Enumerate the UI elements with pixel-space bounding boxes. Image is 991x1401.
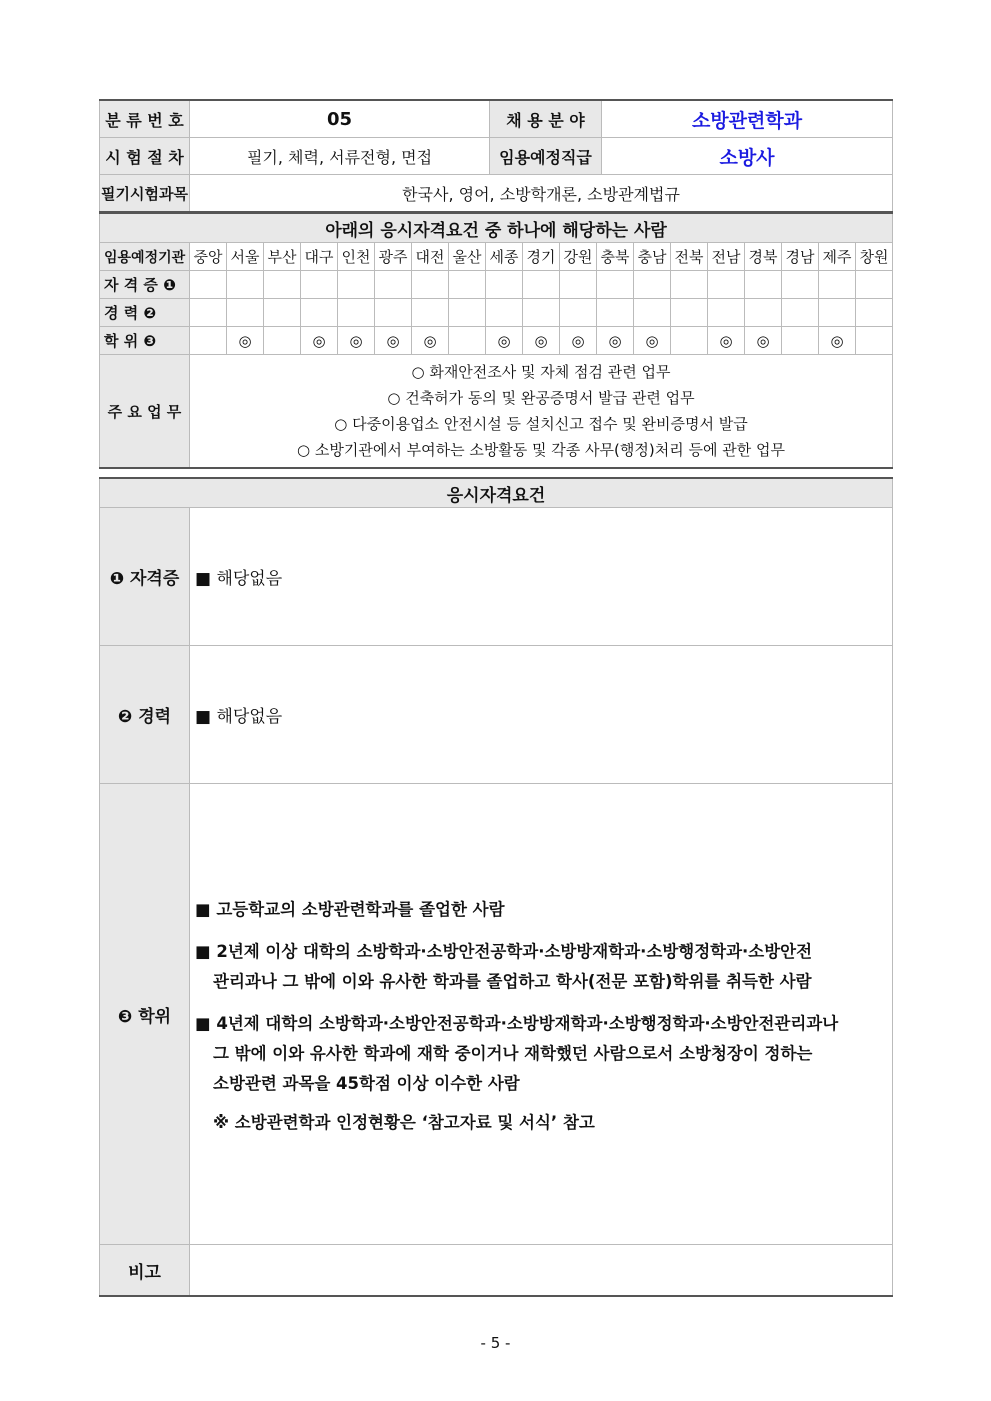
eligibility-mark-cell: ◎ [227,327,264,355]
written-subjects-value: 한국사, 영어, 소방학개론, 소방관계법규 [190,175,893,213]
remarks-label: 비고 [100,1245,190,1297]
eligibility-mark-cell [301,299,338,327]
eligibility-mark-cell [301,271,338,299]
eligibility-mark-cell [412,271,449,299]
eligibility-mark-cell [449,327,486,355]
degree-item-continued: 소방관련 과목을 45학점 이상 이수한 사람 [213,1074,520,1093]
eligibility-mark-cell: ◎ [338,327,375,355]
agency-cell: 울산 [449,243,486,271]
agency-cell: 중앙 [190,243,227,271]
cert-row [100,271,893,299]
remarks-value [190,1245,893,1297]
eligibility-mark-cell [523,299,560,327]
eligibility-mark-cell: ◎ [301,327,338,355]
duty-item: ○ 건축허가 동의 및 완공증명서 발급 관련 업무 [387,389,695,407]
eligibility-mark-cell [227,271,264,299]
eligibility-mark-cell: ◎ [708,327,745,355]
eligibility-mark-cell [486,299,523,327]
eligibility-mark-cell [708,271,745,299]
agency-cell: 창원 [856,243,893,271]
degree-item-continued: 그 밖에 이와 유사한 학과에 재학 중이거나 재학했던 사람으로서 소방청장이 정하는 [213,1044,813,1063]
eligibility-mark-cell [856,299,893,327]
eligibility-mark-cell [449,299,486,327]
eligibility-table [99,212,893,469]
eligibility-mark-cell [560,299,597,327]
eligibility-mark-cell [782,327,819,355]
eligibility-mark-cell [264,299,301,327]
eligibility-mark-cell [412,299,449,327]
eligibility-mark-cell [264,271,301,299]
agency-cell: 충남 [634,243,671,271]
eligibility-mark-cell [671,299,708,327]
eligibility-mark-cell [560,271,597,299]
eligibility-mark-cell [634,299,671,327]
eligibility-mark-cell: ◎ [486,327,523,355]
eligibility-mark-cell [486,271,523,299]
degree-item: ■ 4년제 대학의 소방학과·소방안전공학과·소방방재학과·소방행정학과·소방안전관리과나 [195,1014,839,1033]
eligibility-mark-cell [338,271,375,299]
agency-cell: 전남 [708,243,745,271]
agency-cell: 강원 [560,243,597,271]
eligibility-mark-cell [597,271,634,299]
eligibility-mark-cell [375,299,412,327]
eligibility-mark-cell [819,271,856,299]
agency-cell: 서울 [227,243,264,271]
degree-note: ※ 소방관련학과 인정현황은 ‘참고자료 및 서식’ 참고 [213,1113,595,1132]
agency-cell: 충북 [597,243,634,271]
eligibility-mark-cell: ◎ [745,327,782,355]
agency-cell: 제주 [819,243,856,271]
cert-section-text: ■ 해당없음 [190,508,893,646]
degree-section-label: ❸ 학위 [100,784,190,1245]
eligibility-title: 아래의 응시자격요건 중 하나에 해당하는 사람 [100,213,893,243]
exam-procedure-label: 시 험 절 차 [100,138,190,175]
eligibility-mark-cell [819,299,856,327]
eligibility-mark-cell [745,271,782,299]
eligibility-mark-cell [782,299,819,327]
agency-cell: 대구 [301,243,338,271]
agency-cell: 인천 [338,243,375,271]
row-label-degree: 학 위 ❸ [100,327,190,355]
agency-row [100,243,893,271]
agency-cell: 경남 [782,243,819,271]
eligibility-mark-cell [671,271,708,299]
degree-row [100,327,893,355]
eligibility-mark-cell: ◎ [597,327,634,355]
eligibility-mark-cell [190,327,227,355]
duty-item: ○ 소방기관에서 부여하는 소방활동 및 각종 사무(행정)처리 등에 관한 업무 [297,441,785,459]
written-subjects-label: 필기시험과목 [100,175,190,213]
agency-cell: 경기 [523,243,560,271]
eligibility-mark-cell: ◎ [560,327,597,355]
agency-cell: 세종 [486,243,523,271]
duties-list [190,355,893,469]
agency-cell: 대전 [412,243,449,271]
eligibility-mark-cell [782,271,819,299]
eligibility-mark-cell [856,327,893,355]
field-value: 소방관련학과 [602,100,893,138]
class-no-value: 05 [190,100,490,138]
rank-label: 임용예정직급 [490,138,602,175]
degree-item-continued: 관리과나 그 밖에 이와 유사한 학과를 졸업하고 학사(전문 포함)학위를 취득한 사람 [213,972,812,991]
eligibility-mark-cell: ◎ [375,327,412,355]
rank-value: 소방사 [602,138,893,175]
eligibility-mark-cell: ◎ [523,327,560,355]
agency-cell: 부산 [264,243,301,271]
career-section-label: ❷ 경력 [100,646,190,784]
eligibility-mark-cell [449,271,486,299]
row-label-career: 경 력 ❷ [100,299,190,327]
eligibility-mark-cell: ◎ [819,327,856,355]
degree-item: ■ 고등학교의 소방관련학과를 졸업한 사람 [195,900,505,919]
eligibility-mark-cell: ◎ [634,327,671,355]
eligibility-mark-cell [597,299,634,327]
page-number: - 5 - [480,1334,511,1352]
agency-cell: 경북 [745,243,782,271]
degree-item: ■ 2년제 이상 대학의 소방학과·소방안전공학과·소방방재학과·소방행정학과·소방안전 [195,942,813,961]
requirements-title: 응시자격요건 [100,478,893,508]
agency-cell: 전북 [671,243,708,271]
requirements-table [99,477,893,1297]
agency-cell: 광주 [375,243,412,271]
eligibility-mark-cell [671,327,708,355]
eligibility-mark-cell [264,327,301,355]
eligibility-mark-cell [227,299,264,327]
header-table [99,99,893,213]
degree-section-text [190,784,893,1245]
eligibility-mark-cell [523,271,560,299]
class-no-label: 분 류 번 호 [100,100,190,138]
eligibility-mark-cell [375,271,412,299]
cert-section-label: ❶ 자격증 [100,508,190,646]
eligibility-mark-cell [190,299,227,327]
eligibility-mark-cell [634,271,671,299]
row-label-cert: 자 격 증 ❶ [100,271,190,299]
duty-item: ○ 화재안전조사 및 자체 점검 관련 업무 [411,363,671,381]
duty-item: ○ 다중이용업소 안전시설 등 설치신고 접수 및 완비증명서 발급 [334,415,748,433]
eligibility-mark-cell [856,271,893,299]
eligibility-mark-cell [745,299,782,327]
eligibility-mark-cell [190,271,227,299]
eligibility-mark-cell: ◎ [412,327,449,355]
exam-procedure-value: 필기, 체력, 서류전형, 면접 [190,138,490,175]
eligibility-mark-cell [338,299,375,327]
career-row [100,299,893,327]
career-section-text: ■ 해당없음 [190,646,893,784]
eligibility-mark-cell [708,299,745,327]
field-label: 채 용 분 야 [490,100,602,138]
agency-label: 임용예정기관 [100,243,190,271]
duties-label: 주 요 업 무 [100,355,190,469]
